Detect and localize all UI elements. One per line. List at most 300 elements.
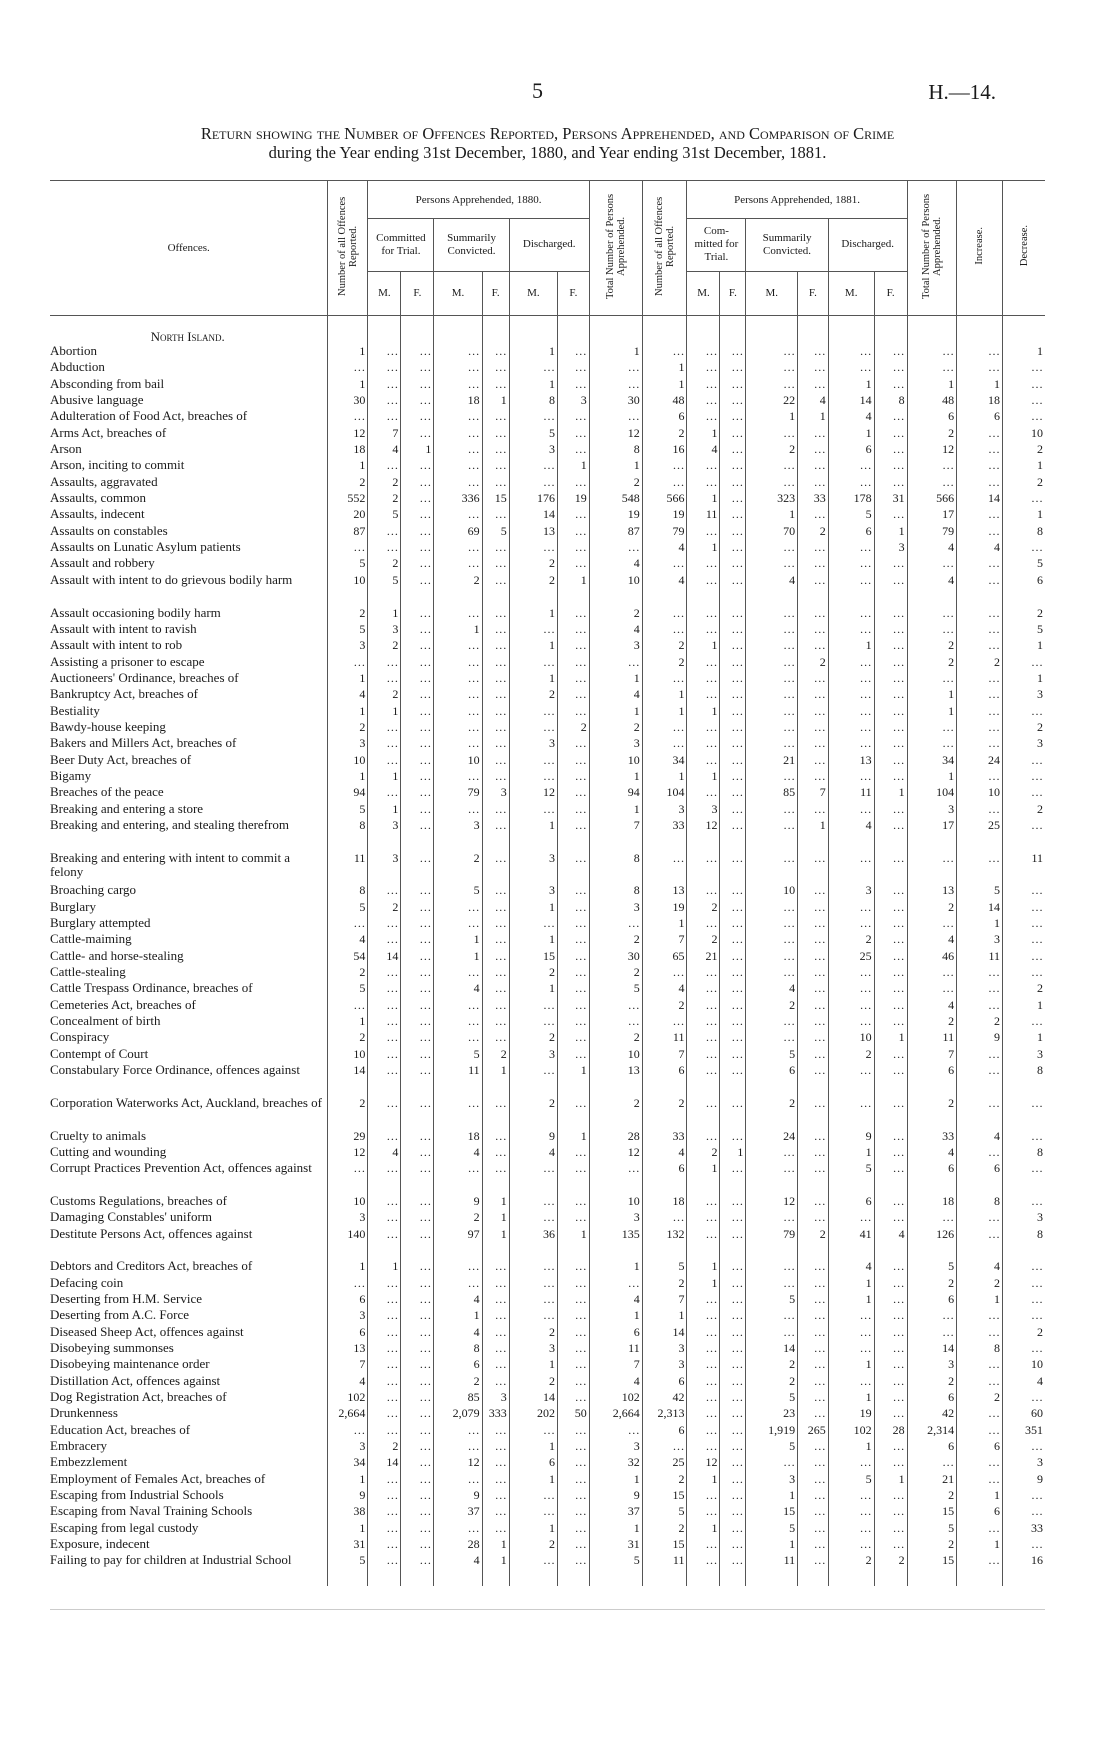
value-cell: …: [368, 1210, 401, 1226]
value-cell: …: [957, 1455, 1003, 1471]
value-cell: 25: [957, 818, 1003, 851]
value-cell: …: [482, 655, 509, 671]
value-cell: …: [328, 1423, 368, 1439]
value-cell: …: [557, 1472, 589, 1488]
value-cell: 14: [509, 507, 557, 523]
value-cell: …: [401, 1145, 434, 1161]
header-f: F.: [874, 271, 907, 315]
value-cell: …: [368, 409, 401, 425]
value-cell: …: [401, 981, 434, 997]
value-cell: 6: [1003, 573, 1046, 606]
value-cell: …: [720, 1276, 746, 1292]
value-cell: …: [720, 998, 746, 1014]
value-cell: …: [874, 981, 907, 997]
value-cell: …: [401, 1194, 434, 1210]
value-cell: …: [482, 1455, 509, 1471]
value-cell: …: [1003, 1259, 1046, 1275]
value-cell: …: [746, 932, 798, 948]
value-cell: …: [874, 1374, 907, 1390]
value-cell: 1: [1003, 998, 1046, 1014]
value-cell: …: [401, 491, 434, 507]
value-cell: …: [368, 785, 401, 801]
value-cell: …: [874, 932, 907, 948]
value-cell: …: [482, 1259, 509, 1275]
value-cell: …: [874, 1194, 907, 1210]
value-cell: 2: [434, 573, 482, 606]
value-cell: …: [828, 981, 874, 997]
value-cell: …: [957, 442, 1003, 458]
value-cell: 6: [509, 1455, 557, 1471]
table-row: [50, 475, 1045, 491]
value-cell: …: [720, 1063, 746, 1096]
value-cell: …: [557, 769, 589, 785]
value-cell: …: [401, 671, 434, 687]
value-cell: 5: [746, 1047, 798, 1063]
value-cell: 10: [328, 573, 368, 606]
value-cell: 5: [368, 573, 401, 606]
value-cell: …: [798, 344, 829, 360]
value-cell: …: [828, 1374, 874, 1390]
value-cell: …: [401, 1406, 434, 1422]
value-cell: …: [482, 1014, 509, 1030]
value-cell: 6: [434, 1357, 482, 1373]
value-cell: …: [1003, 1096, 1046, 1129]
value-cell: 11: [642, 1553, 687, 1586]
value-cell: …: [1003, 1129, 1046, 1145]
value-cell: 2: [589, 1096, 642, 1129]
value-cell: …: [557, 1259, 589, 1275]
table-row: [50, 769, 1045, 785]
value-cell: 4: [1003, 1374, 1046, 1390]
offence-name: Breaking and entering a store: [50, 801, 204, 816]
offence-name: Destitute Persons Act, offences against: [50, 1226, 253, 1241]
value-cell: …: [401, 900, 434, 916]
value-cell: …: [557, 671, 589, 687]
value-cell: …: [957, 1063, 1003, 1096]
value-cell: …: [557, 736, 589, 752]
value-cell: …: [720, 540, 746, 556]
offence-name: Broaching cargo: [50, 883, 137, 898]
table-row: [50, 1521, 1045, 1537]
value-cell: …: [1003, 965, 1046, 981]
value-cell: …: [798, 1521, 829, 1537]
value-cell: 8: [1003, 1145, 1046, 1161]
value-cell: …: [828, 916, 874, 932]
value-cell: …: [687, 622, 720, 638]
value-cell: …: [401, 965, 434, 981]
table-row: [50, 1455, 1045, 1471]
value-cell: …: [746, 426, 798, 442]
value-cell: …: [401, 556, 434, 572]
value-cell: …: [957, 720, 1003, 736]
value-cell: 6: [642, 1161, 687, 1194]
value-cell: …: [798, 1276, 829, 1292]
value-cell: …: [746, 900, 798, 916]
value-cell: …: [828, 900, 874, 916]
value-cell: …: [401, 1227, 434, 1260]
value-cell: 3: [1003, 1455, 1046, 1471]
value-cell: …: [746, 1145, 798, 1161]
value-cell: 1: [907, 704, 956, 720]
value-cell: 1: [328, 671, 368, 687]
offence-name: Cattle-maiming: [50, 932, 132, 947]
value-cell: 15: [642, 1488, 687, 1504]
value-cell: …: [482, 1096, 509, 1129]
offence-name: Bakers and Millers Act, breaches of: [50, 736, 237, 751]
value-cell: 33: [907, 1129, 956, 1145]
value-cell: …: [907, 475, 956, 491]
value-cell: …: [401, 458, 434, 474]
value-cell: …: [874, 638, 907, 654]
value-cell: 13: [907, 883, 956, 899]
table-row: [50, 606, 1045, 622]
value-cell: …: [798, 1553, 829, 1586]
value-cell: 6: [328, 1292, 368, 1308]
value-cell: …: [642, 736, 687, 752]
value-cell: 1: [828, 377, 874, 393]
value-cell: 33: [642, 1129, 687, 1145]
value-cell: …: [434, 671, 482, 687]
value-cell: …: [482, 638, 509, 654]
value-cell: 1: [907, 769, 956, 785]
value-cell: …: [957, 687, 1003, 703]
value-cell: 1: [482, 393, 509, 409]
value-cell: 4: [589, 622, 642, 638]
value-cell: 10: [328, 1047, 368, 1063]
value-cell: 102: [589, 1390, 642, 1406]
offence-name: Breaches of the peace: [50, 785, 164, 800]
value-cell: 1: [1003, 671, 1046, 687]
value-cell: …: [482, 1374, 509, 1390]
value-cell: …: [746, 1014, 798, 1030]
value-cell: 1: [687, 426, 720, 442]
value-cell: 1: [798, 818, 829, 851]
value-cell: 18: [907, 1194, 956, 1210]
value-cell: …: [368, 736, 401, 752]
value-cell: 3: [509, 1341, 557, 1357]
value-cell: 12: [687, 818, 720, 851]
offence-name: Abusive language: [50, 393, 144, 408]
value-cell: 79: [434, 785, 482, 801]
value-cell: 1: [642, 1308, 687, 1324]
value-cell: 1: [557, 1227, 589, 1260]
value-cell: …: [957, 1423, 1003, 1439]
value-cell: …: [687, 458, 720, 474]
value-cell: …: [798, 1341, 829, 1357]
value-cell: 1: [509, 818, 557, 851]
value-cell: 10: [589, 1194, 642, 1210]
value-cell: …: [434, 1423, 482, 1439]
value-cell: 1: [589, 802, 642, 818]
value-cell: …: [482, 1276, 509, 1292]
value-cell: 21: [907, 1472, 956, 1488]
value-cell: …: [434, 1030, 482, 1046]
value-cell: 2: [642, 1521, 687, 1537]
value-cell: …: [1003, 1194, 1046, 1210]
value-cell: 2: [907, 1374, 956, 1390]
value-cell: 10: [328, 753, 368, 769]
table-row: [50, 1276, 1045, 1292]
value-cell: …: [874, 1488, 907, 1504]
value-cell: …: [482, 965, 509, 981]
table-row: [50, 1390, 1045, 1406]
value-cell: …: [434, 998, 482, 1014]
table-row: [50, 360, 1045, 376]
value-cell: 10: [328, 1194, 368, 1210]
value-cell: 2: [509, 1325, 557, 1341]
table-row: [50, 409, 1045, 425]
value-cell: …: [401, 1129, 434, 1145]
value-cell: …: [434, 1276, 482, 1292]
value-cell: …: [828, 687, 874, 703]
value-cell: 2: [957, 1276, 1003, 1292]
value-cell: 2: [589, 1030, 642, 1046]
value-cell: 19: [589, 507, 642, 523]
value-cell: …: [907, 344, 956, 360]
value-cell: 4: [874, 1227, 907, 1260]
value-cell: …: [798, 720, 829, 736]
value-cell: 1: [687, 1521, 720, 1537]
value-cell: …: [957, 507, 1003, 523]
offence-name: Cutting and wounding: [50, 1144, 167, 1159]
value-cell: …: [874, 458, 907, 474]
offence-name: Burglary attempted: [50, 916, 151, 931]
value-cell: 17: [907, 818, 956, 851]
value-cell: …: [828, 655, 874, 671]
value-cell: …: [957, 1325, 1003, 1341]
value-cell: 1: [401, 442, 434, 458]
value-cell: …: [874, 1276, 907, 1292]
value-cell: …: [1003, 916, 1046, 932]
value-cell: …: [368, 1014, 401, 1030]
value-cell: …: [720, 638, 746, 654]
value-cell: …: [642, 344, 687, 360]
value-cell: 1: [509, 671, 557, 687]
value-cell: …: [907, 360, 956, 376]
value-cell: …: [720, 1423, 746, 1439]
value-cell: …: [907, 965, 956, 981]
table-row: [50, 458, 1045, 474]
value-cell: 12: [589, 426, 642, 442]
header-total-1881: Total Number of Persons Apprehended.: [907, 181, 956, 316]
value-cell: …: [482, 1423, 509, 1439]
value-cell: …: [957, 1374, 1003, 1390]
value-cell: …: [720, 965, 746, 981]
value-cell: 2: [509, 687, 557, 703]
value-cell: …: [1003, 1292, 1046, 1308]
value-cell: 2: [1003, 1325, 1046, 1341]
value-cell: …: [642, 1439, 687, 1455]
value-cell: 6: [642, 1423, 687, 1439]
value-cell: …: [687, 1439, 720, 1455]
value-cell: …: [401, 1259, 434, 1275]
value-cell: …: [401, 1374, 434, 1390]
value-cell: 1: [828, 1276, 874, 1292]
value-cell: 1: [589, 1308, 642, 1324]
value-cell: …: [874, 687, 907, 703]
value-cell: 6: [828, 1194, 874, 1210]
value-cell: …: [874, 704, 907, 720]
value-cell: …: [1003, 491, 1046, 507]
value-cell: …: [434, 638, 482, 654]
value-cell: 2,664: [589, 1406, 642, 1422]
value-cell: …: [874, 671, 907, 687]
value-cell: 1: [798, 409, 829, 425]
value-cell: 2: [798, 655, 829, 671]
value-cell: …: [828, 704, 874, 720]
value-cell: 18: [642, 1194, 687, 1210]
value-cell: …: [482, 1308, 509, 1324]
value-cell: …: [401, 1472, 434, 1488]
value-cell: …: [720, 1374, 746, 1390]
value-cell: …: [368, 540, 401, 556]
value-cell: …: [720, 655, 746, 671]
value-cell: 3: [642, 802, 687, 818]
value-cell: …: [746, 475, 798, 491]
value-cell: …: [957, 344, 1003, 360]
value-cell: 3: [328, 1439, 368, 1455]
value-cell: …: [482, 753, 509, 769]
value-cell: …: [907, 1308, 956, 1324]
value-cell: …: [874, 377, 907, 393]
value-cell: …: [874, 556, 907, 572]
value-cell: 265: [798, 1423, 829, 1439]
bottom-rule: [50, 1609, 1045, 1610]
value-cell: 1: [482, 1194, 509, 1210]
table-row: [50, 1161, 1045, 1194]
value-cell: …: [687, 1030, 720, 1046]
value-cell: 1: [557, 1063, 589, 1096]
value-cell: …: [687, 655, 720, 671]
value-cell: …: [874, 1063, 907, 1096]
value-cell: 4: [434, 1325, 482, 1341]
value-cell: …: [874, 1145, 907, 1161]
value-cell: …: [401, 687, 434, 703]
crime-return-table: [50, 180, 1045, 1586]
offence-name: Education Act, breaches of: [50, 1422, 191, 1437]
value-cell: …: [720, 426, 746, 442]
value-cell: …: [687, 1553, 720, 1586]
offence-name: Dog Registration Act, breaches of: [50, 1390, 227, 1404]
value-cell: 1: [328, 1521, 368, 1537]
header-increase: Increase.: [957, 181, 1003, 316]
value-cell: …: [874, 426, 907, 442]
value-cell: …: [720, 1341, 746, 1357]
value-cell: 1: [589, 769, 642, 785]
value-cell: 54: [328, 949, 368, 965]
value-cell: …: [720, 1161, 746, 1194]
value-cell: …: [798, 1472, 829, 1488]
value-cell: …: [557, 1357, 589, 1373]
value-cell: …: [509, 1161, 557, 1194]
value-cell: …: [1003, 393, 1046, 409]
value-cell: 33: [1003, 1521, 1046, 1537]
value-cell: …: [720, 556, 746, 572]
value-cell: …: [798, 1145, 829, 1161]
value-cell: …: [720, 409, 746, 425]
value-cell: 2: [798, 1227, 829, 1260]
value-cell: …: [509, 1504, 557, 1520]
offence-name: Assaults on constables: [50, 523, 168, 538]
value-cell: …: [907, 1325, 956, 1341]
table-row: [50, 1030, 1045, 1046]
value-cell: …: [746, 769, 798, 785]
value-cell: …: [434, 720, 482, 736]
table-row: [50, 998, 1045, 1014]
value-cell: 21: [746, 753, 798, 769]
offence-name: Assault with intent to rob: [50, 638, 183, 653]
offence-name: Failing to pay for children at Industrial School: [50, 1553, 292, 1568]
value-cell: 4: [907, 540, 956, 556]
value-cell: …: [687, 965, 720, 981]
value-cell: …: [798, 458, 829, 474]
value-cell: …: [368, 1504, 401, 1520]
value-cell: …: [482, 704, 509, 720]
value-cell: …: [509, 1308, 557, 1324]
value-cell: …: [368, 655, 401, 671]
value-cell: …: [687, 671, 720, 687]
offence-name: Arms Act, breaches of: [50, 425, 167, 440]
value-cell: 548: [589, 491, 642, 507]
value-cell: 8: [957, 1341, 1003, 1357]
value-cell: 9: [509, 1129, 557, 1145]
value-cell: 11: [642, 1030, 687, 1046]
value-cell: 323: [746, 491, 798, 507]
value-cell: …: [401, 802, 434, 818]
value-cell: 87: [589, 524, 642, 540]
value-cell: …: [401, 1521, 434, 1537]
value-cell: …: [720, 949, 746, 965]
value-cell: …: [434, 687, 482, 703]
value-cell: 2: [907, 1537, 956, 1553]
value-cell: 6: [828, 524, 874, 540]
value-cell: 14: [907, 1341, 956, 1357]
value-cell: 5: [828, 507, 874, 523]
table-row: [50, 687, 1045, 703]
value-cell: …: [957, 426, 1003, 442]
value-cell: 2: [1003, 802, 1046, 818]
table-row: [50, 638, 1045, 654]
value-cell: 3: [1003, 736, 1046, 752]
value-cell: 7: [589, 818, 642, 851]
value-cell: …: [509, 998, 557, 1014]
value-cell: …: [746, 1325, 798, 1341]
value-cell: 2: [642, 426, 687, 442]
value-cell: …: [1003, 1390, 1046, 1406]
value-cell: …: [434, 736, 482, 752]
value-cell: …: [720, 883, 746, 899]
value-cell: …: [401, 1325, 434, 1341]
value-cell: 2: [907, 1014, 956, 1030]
value-cell: …: [687, 1537, 720, 1553]
value-cell: 46: [907, 949, 956, 965]
value-cell: …: [720, 769, 746, 785]
table-row: [50, 851, 1045, 884]
value-cell: …: [509, 1259, 557, 1275]
value-cell: …: [401, 377, 434, 393]
header-committed-1880: Committed for Trial.: [368, 219, 434, 272]
value-cell: 10: [589, 1047, 642, 1063]
value-cell: …: [1003, 1014, 1046, 1030]
value-cell: …: [368, 998, 401, 1014]
value-cell: …: [957, 1145, 1003, 1161]
value-cell: …: [1003, 655, 1046, 671]
value-cell: …: [957, 736, 1003, 752]
value-cell: 1: [328, 704, 368, 720]
value-cell: …: [368, 1194, 401, 1210]
value-cell: 2: [957, 655, 1003, 671]
value-cell: …: [509, 475, 557, 491]
